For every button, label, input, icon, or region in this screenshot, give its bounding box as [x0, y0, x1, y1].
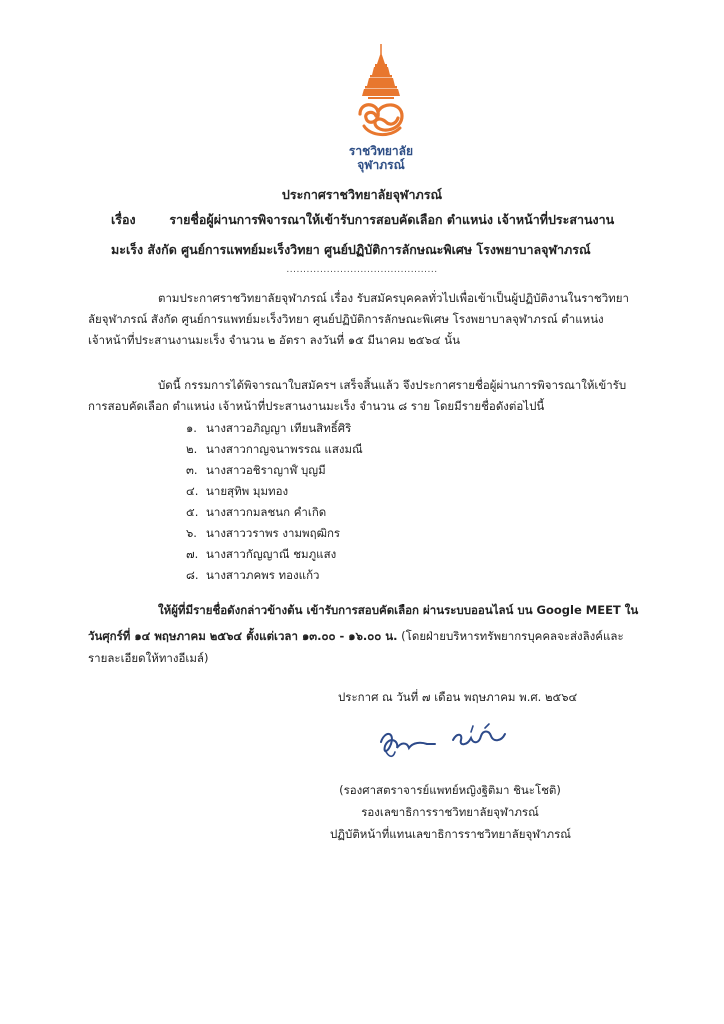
exam-note-text: (โดยฝ่ายบริหารทรัพยากรบุคคลจะส่งลิงค์และ [397, 629, 624, 643]
announcement-title: ประกาศราชวิทยาลัยจุฬาภรณ์ [281, 187, 443, 202]
paragraph-3-line-2 [88, 626, 624, 647]
handwritten-signature-icon [375, 720, 515, 766]
list-item: ๕. นางสาวกมลชนก คำเกิด [186, 505, 327, 519]
signer-block [330, 779, 570, 845]
subject-text-1: รายชื่อผู้ผ่านการพิจารณาให้เข้ารับการสอบคัดเลือก ตำแหน่ง เจ้าหน้าที่ประสานงาน [169, 212, 615, 227]
paragraph-1-line-3: เจ้าหน้าที่ประสานงานมะเร็ง จำนวน ๒ อัตรา ลงวันที่ ๑๕ มีนาคม ๒๕๖๔ นั้น [88, 333, 460, 347]
exam-date-text: วันศุกร์ที่ ๑๔ พฤษภาคม ๒๕๖๔ ตั้งแต่เวลา ๑๓.๐๐ - ๑๖.๐๐ น. [88, 629, 398, 643]
paragraph-1-line-2: ลัยจุฬาภรณ์ สังกัด ศูนย์การแพทย์มะเร็งวิทยา ศูนย์ปฏิบัติการลักษณะพิเศษ โรงพยาบาลจุฬาภรณ์ ตำแหน่ง [88, 312, 604, 326]
announcement-date: ประกาศ ณ วันที่ ๗ เดือน พฤษภาคม พ.ศ. ๒๕๖๔ [338, 690, 578, 704]
list-item: ๗. นางสาวกัญญาณี ชมภูแสง [186, 547, 337, 561]
list-item: ๒. นางสาวกาญจนาพรรณ แสงมณี [186, 442, 363, 456]
signer-title-1: รองเลขาธิการราชวิทยาลัยจุฬาภรณ์ [361, 805, 539, 819]
paragraph-3-line-1: ให้ผู้ที่มีรายชื่อดังกล่าวข้างต้น เข้ารับการสอบคัดเลือก ผ่านระบบออนไลน์ บน Google MEET ใน [158, 603, 639, 617]
list-item: ๔. นายสุทิพ มุมทอง [186, 484, 289, 498]
list-item: ๘. นางสาวภคพร ทองแก้ว [186, 568, 320, 582]
paragraph-2-line-1: บัดนี้ กรรมการได้พิจารณาใบสมัครฯ เสร็จสิ้นแล้ว จึงประกาศรายชื่อผู้ผ่านการพิจารณาให้เข้ารับ [158, 378, 627, 392]
signer-title-2: ปฏิบัติหน้าที่แทนเลขาธิการราชวิทยาลัยจุฬาภรณ์ [330, 827, 571, 841]
university-logo [343, 42, 419, 172]
chulabhorn-crest-icon [346, 42, 416, 144]
signer-name: (รองศาสตราจารย์แพทย์หญิงฐิติมา ชินะโชติ) [339, 783, 561, 797]
paragraph-1-line-1: ตามประกาศราชวิทยาลัยจุฬาภรณ์ เรื่อง รับสมัครบุคคลทั่วไปเพื่อเข้าเป็นผู้ปฏิบัติงานในราชวิทยา [158, 291, 629, 305]
logo-line-1: ราชวิทยาลัย [348, 144, 414, 158]
list-item: ๖. นางสาววราพร งามพฤฒิกร [186, 526, 341, 540]
subject-line-2: มะเร็ง สังกัด ศูนย์การแพทย์มะเร็งวิทยา ศูนย์ปฏิบัติการลักษณะพิเศษ โรงพยาบาลจุฬาภรณ์ [111, 242, 591, 257]
dotted-divider: ............................................. [286, 265, 438, 275]
paragraph-2-line-2: การสอบคัดเลือก ตำแหน่ง เจ้าหน้าที่ประสานงานมะเร็ง จำนวน ๘ ราย โดยมีรายชื่อดังต่อไปนี้ [88, 399, 545, 413]
list-item: ๓. นางสาวอชิราญาฬ์ บุญมี [186, 463, 326, 477]
paragraph-3-line-3: รายละเอียดให้ทางอีเมล์) [88, 651, 209, 665]
subject-line-1 [111, 210, 614, 230]
list-item: ๑. นางสาวอภิญญา เทียนสิทธิ์ศิริ [186, 421, 352, 435]
logo-line-2: จุฬาภรณ์ [357, 158, 405, 172]
subject-label: เรื่อง [111, 212, 136, 227]
candidate-list [186, 418, 363, 586]
